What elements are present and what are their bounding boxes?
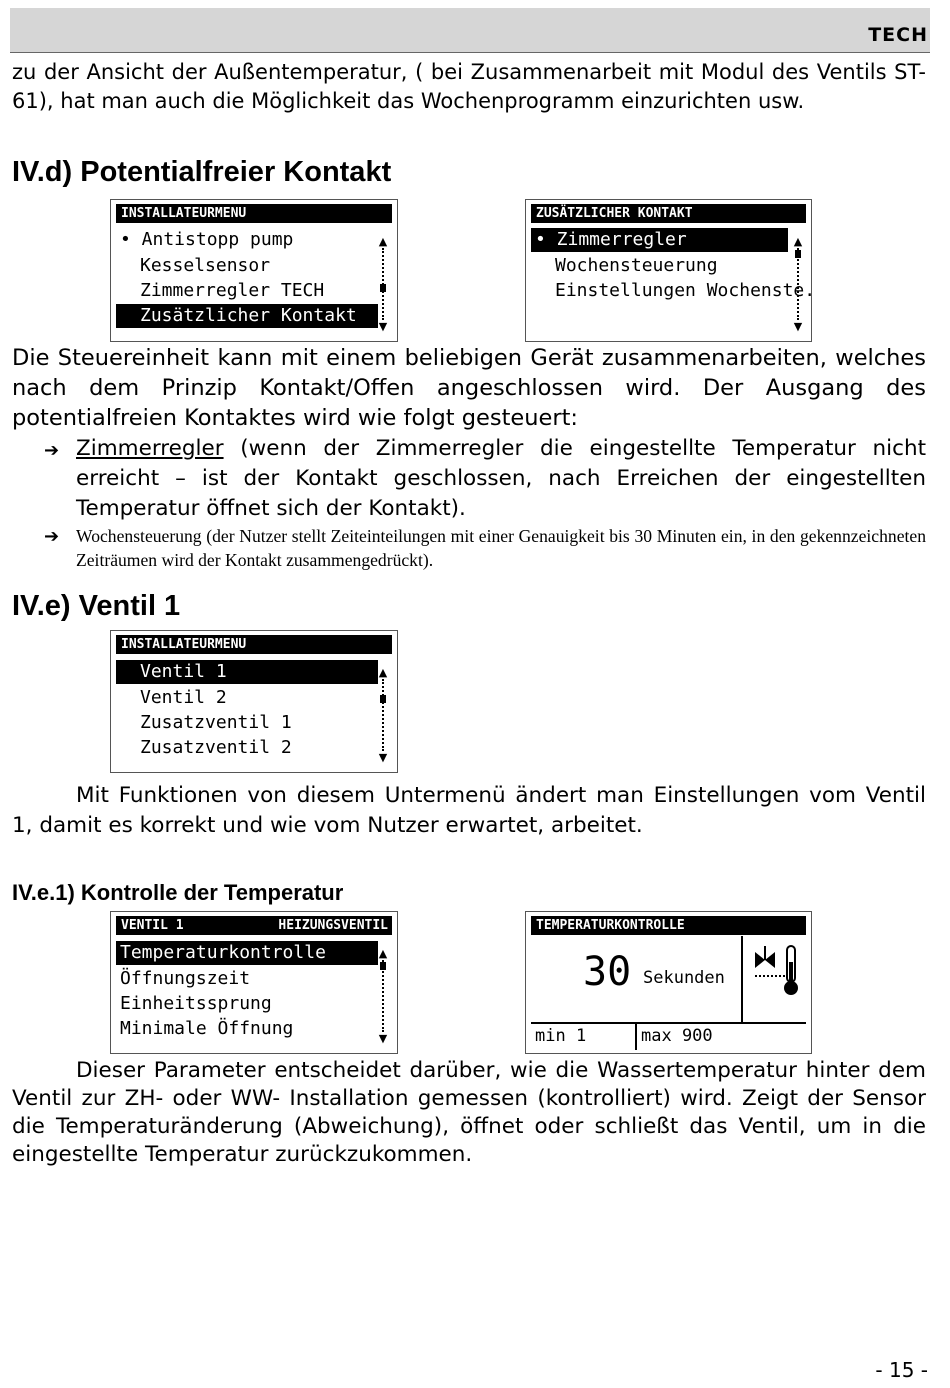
value-area xyxy=(531,936,806,1023)
lcd-zusaetzlicher-kontakt xyxy=(525,199,816,342)
menu-item-zusatzventil-1[interactable]: Zusatzventil 1 xyxy=(140,712,292,733)
menu-item-ventil-1[interactable]: Ventil 1 xyxy=(116,660,378,684)
scroll-down-icon: ▼ xyxy=(378,751,388,764)
tech-logo: TECH xyxy=(868,24,928,46)
scroll-up-icon: ▲ xyxy=(378,666,388,679)
max-label: max 900 xyxy=(641,1026,713,1046)
page-number: - 15 - xyxy=(875,1358,928,1382)
menu-item-temperaturkontrolle[interactable]: Temperaturkontrolle xyxy=(116,941,378,965)
scroll-thumb xyxy=(380,962,386,970)
menu-item-antistopp[interactable]: • Antistopp pump xyxy=(120,229,294,250)
lcd-title: TEMPERATURKONTROLLE xyxy=(531,916,806,935)
scroll-up-icon: ▲ xyxy=(378,947,388,960)
lcd-installateurmenu-d xyxy=(110,199,398,342)
time-value[interactable]: 30 xyxy=(583,949,632,995)
menu-item-oeffnungszeit[interactable]: Öffnungszeit xyxy=(120,968,251,989)
lcd-installateurmenu-e xyxy=(110,630,398,773)
bullet-zimmerregler xyxy=(44,434,924,526)
scroll-thumb xyxy=(795,250,801,258)
lcd-title: ZUSÄTZLICHER KONTAKT xyxy=(531,204,806,223)
scroll-thumb xyxy=(380,695,386,703)
scroll-thumb xyxy=(380,284,386,292)
valve-thermometer-icon xyxy=(751,942,807,1004)
section-heading-d: IV.d) Potentialfreier Kontakt xyxy=(12,156,392,188)
lcd-title xyxy=(116,916,392,935)
menu-item-zimmerregler-tech[interactable]: Zimmerregler TECH xyxy=(140,280,325,301)
scrollbar[interactable] xyxy=(792,236,804,332)
scrollbar[interactable] xyxy=(377,236,389,332)
arrow-right-icon: ➔ xyxy=(44,526,60,547)
menu-item-zusaetzlicher-kontakt[interactable]: Zusätzlicher Kontakt xyxy=(116,304,378,328)
bullet-term: Zimmerregler xyxy=(76,436,224,461)
lcd-title: INSTALLATEURMENU xyxy=(116,204,392,223)
scrollbar[interactable] xyxy=(377,667,389,763)
menu-item-zimmerregler[interactable]: • Zimmerregler xyxy=(531,228,788,252)
bullet-text: Wochensteuerung (der Nutzer stellt Zeiteinteilungen mit einer Genauigkeit bis 30 Minuten ein, in den gekennzeichneten Zeiträumen wird der Kontakt zusammengedrückt). xyxy=(76,526,926,570)
temperature-paragraph: Dieser Parameter entscheidet darüber, wie die Wassertemperatur hinter dem Ventil zur ZH- oder WW- Installation gemessen (kontrolliert) wird. Zeigt der Sensor die Temperaturänderung (Abweichung), öffnet oder schließt das Ventil, um in die eingestellte Temperatur zurückzukommen. xyxy=(12,1058,926,1167)
time-unit: Sekunden xyxy=(643,968,725,988)
scroll-up-icon: ▲ xyxy=(793,235,803,248)
range-divider xyxy=(635,1024,637,1050)
menu-item-ventil-2[interactable]: Ventil 2 xyxy=(140,687,227,708)
section-heading-e1: IV.e.1) Kontrolle der Temperatur xyxy=(12,880,344,905)
lcd-title: INSTALLATEURMENU xyxy=(116,635,392,654)
scroll-down-icon: ▼ xyxy=(378,1032,388,1045)
menu-item-einheitssprung[interactable]: Einheitssprung xyxy=(120,993,272,1014)
range-bar xyxy=(531,1022,806,1050)
menu-item-zusatzventil-2[interactable]: Zusatzventil 2 xyxy=(140,737,292,758)
menu-item-wochensteuerung[interactable]: Wochensteuerung xyxy=(555,255,718,276)
section-heading-e: IV.e) Ventil 1 xyxy=(12,590,181,622)
lcd-title-left: VENTIL 1 xyxy=(121,918,184,933)
menu-item-minimale-oeffnung[interactable]: Minimale Öffnung xyxy=(120,1018,294,1039)
menu-item-kesselsensor[interactable]: Kesselsensor xyxy=(140,255,271,276)
scroll-down-icon: ▼ xyxy=(378,320,388,333)
lcd-ventil-1-menu xyxy=(110,911,398,1054)
min-label: min 1 xyxy=(535,1026,587,1046)
ventil-paragraph: Mit Funktionen von diesem Untermenü ändert man Einstellungen vom Ventil 1, damit es korrekt und wie vom Nutzer erwartet, arbeitet. xyxy=(12,783,926,838)
bullet-text xyxy=(76,434,926,524)
menu-item-einstellungen-wochensteuerung[interactable]: Einstellungen Wochenste. xyxy=(555,280,816,301)
arrow-right-icon: ➔ xyxy=(44,440,60,461)
intro-paragraph: zu der Ansicht der Außentemperatur, ( bei Zusammenarbeit mit Modul des Ventils ST-61), hat man auch die Möglichkeit das Wochenprogramm einzurichten usw. xyxy=(12,60,926,113)
bullet-wochensteuerung xyxy=(44,524,924,574)
lcd-temperaturkontrolle xyxy=(525,911,812,1054)
bullet-description: (wenn der Zimmerregler die eingestellte Temperatur nicht erreicht – ist der Kontakt geschlossen, nach Erreichen der eingestellten Temperatur öffnet sich der Kontakt). xyxy=(76,436,926,521)
scrollbar[interactable] xyxy=(377,948,389,1044)
scroll-down-icon: ▼ xyxy=(793,320,803,333)
contact-paragraph: Die Steuereinheit kann mit einem beliebigen Gerät zusammenarbeiten, welches nach dem Prinzip Kontakt/Offen angeschlossen wird. Der Ausgang des potentialfreien Kontaktes wird wie folgt gesteuert: xyxy=(12,345,926,431)
page-header xyxy=(10,8,930,53)
divider xyxy=(741,936,743,1023)
lcd-title-right: HEIZUNGSVENTIL xyxy=(278,918,388,933)
scroll-up-icon: ▲ xyxy=(378,235,388,248)
